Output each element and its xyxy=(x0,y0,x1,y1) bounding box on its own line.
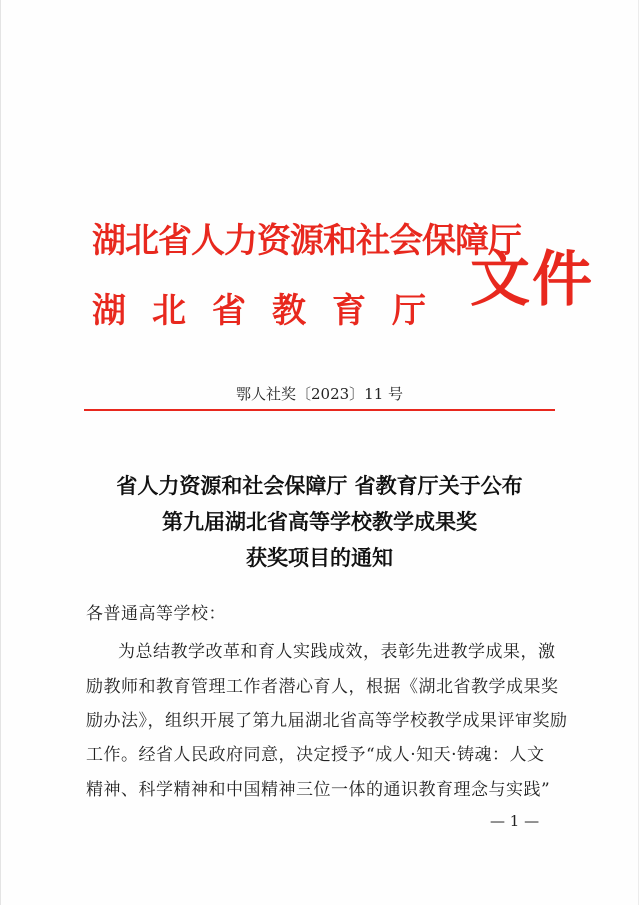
body-line: 精神、科学精神和中国精神三位一体的通识教育理念与实践” xyxy=(86,780,551,800)
title-line-3: 获奖项目的通知 xyxy=(246,546,393,570)
body-line: 励教师和教育管理工作者潜心育人，根据《湖北省教学成果奖 xyxy=(86,677,559,697)
salutation: 各普通高等学校： xyxy=(86,604,226,624)
red-separator-line xyxy=(84,409,555,411)
page-number: — 1 — xyxy=(490,812,540,830)
document-number: 鄂人社奖〔2023〕11 号 xyxy=(235,385,404,403)
body-line: 为总结教学改革和育人实践成效，表彰先进教学成果，激 xyxy=(118,642,556,662)
issuer-line-1: 湖北省人力资源和社会保障厅 xyxy=(92,221,521,261)
doc-type-label: 文件 xyxy=(470,245,594,315)
body-line: 励办法》，组织开展了第九届湖北省高等学校教学成果评审奖励 xyxy=(86,711,568,731)
title-line-2: 第九届湖北省高等学校教学成果奖 xyxy=(162,510,477,534)
title-line-1: 省人力资源和社会保障厅 省教育厅关于公布 xyxy=(116,474,523,498)
body-line: 工作。经省人民政府同意，决定授予“成人·知天·铸魂：人文 xyxy=(86,745,545,765)
issuer-line-2: 湖北省教育厅 xyxy=(92,291,452,331)
